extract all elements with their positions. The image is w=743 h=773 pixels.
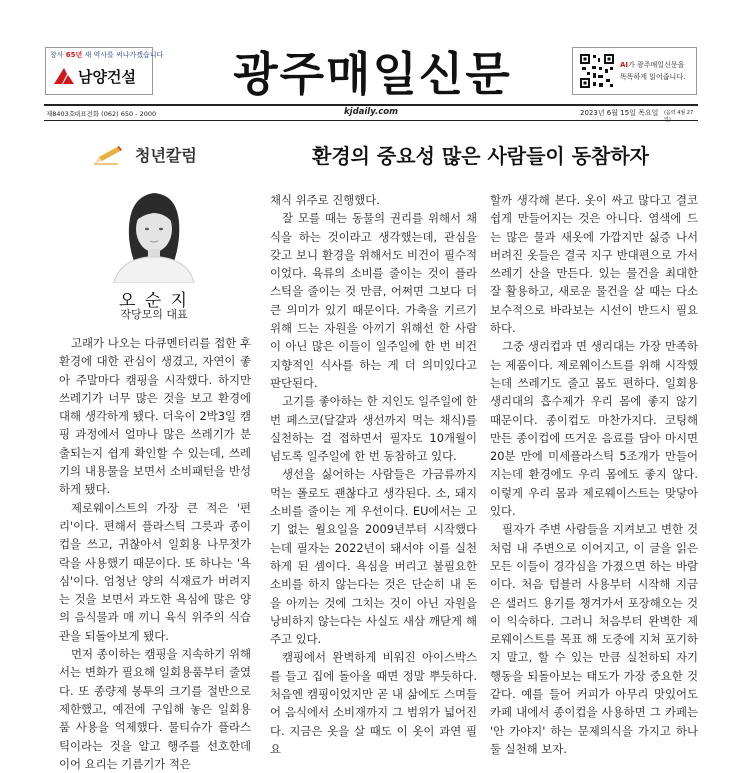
paragraph: 제로웨이스트의 가장 큰 적은 '편리'이다. 편해서 플라스틱 그릇과 종이컵을 쓰고, 귀찮아서 일회용 나무젓가락을 사용했기 때문이다. 또 하나는 '욕심'이다. 엄청난 양의 식재료가 버려지는 것을 보면서 과도한 욕심에 많은 양의 음식물과 매 끼니 육식 위주의 식습관을 되돌아보게 됐다.: [59, 500, 251, 643]
headline: 환경의 중요성 많은 사람들이 동참하자: [312, 144, 649, 168]
ad-namyang[interactable]: [45, 47, 164, 95]
header-rule-bottom: [44, 120, 698, 121]
ad-ai-line1: AI가 광주매일신문을: [620, 61, 685, 69]
paragraph: 할까 생각해 본다. 옷이 싸고 많다고 결코 쉽게 만들어지는 것은 아니다. 염색에 드는 많은 물과 새옷에 가깝지만 싫증 나서 버려진 옷들은 결국 지구 반대편으로 가서 쓰레기 산을 만든다. 있는 물건을 최대한 잘 활용하고, 새로운 물건을 살 때는 다소 보수적으로 바라보는 시선이 반드시 필요하다.: [490, 193, 698, 336]
ad-ai-line2: 똑똑하게 읽어줍니다.: [620, 73, 686, 81]
paragraph: 채식 위주로 진행했다.: [270, 193, 380, 207]
article-column-3: [490, 191, 698, 758]
info-bar: [44, 107, 698, 119]
paragraph: 캠핑에서 완벽하게 비워진 아이스박스를 들고 집에 돌아올 때면 정말 뿌듯하다. 처음엔 캠핑이었지만 곧 내 삶에도 스며들어 음식에서 소비재까지 그 범위가 넓어진다. 지금은 옷을 살 때도 이 옷이 과연 필요: [270, 650, 477, 756]
author-photo: [109, 179, 199, 283]
ad-ai-reader[interactable]: [572, 47, 697, 95]
lunar-date: (음력 4월 27: [664, 110, 694, 116]
masthead: 광주매일신문: [233, 47, 512, 101]
qr-code-icon: [579, 53, 615, 89]
ad-brand: 남양건설: [78, 68, 136, 86]
article-column-2: [270, 191, 477, 758]
paragraph: 고래가 나오는 다큐멘터리를 접한 후 환경에 대한 관심이 생겼고, 자연이 좋아 주말마다 캠핑을 시작했다. 하지만 쓰레기가 너무 많은 것을 보고 환경에 대해 생각하게 됐다. 더욱이 2박3일 캠핑 과정에서 얼마나 많은 쓰레기가 분출되는지 쉽게 확인할 수 있는데, 쓰레기의 내용물을 보면서 소비패턴을 반성하게 됐다.: [59, 336, 251, 497]
namyang-logo-icon: [54, 66, 74, 84]
phone-number: 대표전화 (062) 650 - 2000: [74, 110, 157, 118]
issue-number: 제8403호: [46, 110, 76, 118]
paragraph: 고기를 좋아하는 한 지인도 일주일에 한 번 페스코(달걀과 생선까지 먹는 채식)를 실천하는 걸 접하면서 필자도 10개월이 넘도록 일주일에 한 번 동참하고 있다.: [270, 394, 477, 464]
issue-date: 2023년 6월 15일 목요일: [580, 109, 659, 117]
header-rule-top: [44, 104, 698, 106]
paragraph: 그중 생리컵과 면 생리대는 가장 만족하는 제품이다. 제로웨이스트를 위해 시작했는데 쓰레기도 줄고 몸도 편하다. 일회용 생리대의 흡수제가 우리 몸에 좋지 않기 때문이다. 종이컵도 마찬가지다. 코팅해 만든 종이컵에 뜨거운 음료를 담아 마시면 20분 만에 미세플라스틱 5조개가 만들어지는데 환경에도 우리 몸에도 좋지 않다. 이렇게 우리 몸과 제로웨이스트는 맞닿아 있다.: [490, 339, 698, 519]
column-label: 청년칼럼: [135, 146, 197, 165]
paragraph: 필자가 주변 사람들을 지켜보고 변한 것처럼 내 주변으로 이어지고, 이 글을 읽은 모든 이들이 경각심을 가졌으면 하는 바람이다. 처음 텀블러 사용부터 시작해 지금은 샐러드 용기를 챙겨가서 포장해오는 것이 익숙하다. 그러니 처음부터 완벽한 제로웨이스트를 목표 해 도중에 지쳐 포기하지 말고, 할 수 있는 만큼 실천하되 자기 행동을 되돌아보는 태도가 가장 중요한 것 같다. 예를 들어 커피가 아무리 맛있어도 카페 내에서 종이컵을 사용하면 그 카페는 '안 가야지' 하는 문제의식을 가지고 하나 둘 실천해 보자.: [490, 522, 698, 756]
paragraph: 잘 모를 때는 동물의 권리를 위해서 채식을 하는 것이라고 생각했는데, 관심을 갖고 보니 환경을 위해서도 비건이 필수적이었다. 육류의 소비를 줄이는 것이 플라스틱을 줄이는 것 만큼, 어쩌면 그보다 더 큰 의미가 있기 때문이다. 가축을 기르기 위해 드는 자원을 아끼기 위해선 한 사람이 아닌 많은 이들이 일주일에 한 번 비건 지향적인 식사를 하는 게 더 의미있다고 판단된다.: [270, 211, 477, 390]
pencil-icon: [93, 143, 123, 165]
paragraph: 먼저 종이하는 캠핑을 지속하기 위해서는 변화가 필요해 일회용품부터 줄였다. 또 종량제 봉투의 크기를 절반으로 제한했고, 예전에 구입해 놓은 일회용품 사용을 억제했다. 물티슈가 플라스틱이라는 것을 알고 행주를 선호한데 이어 요리는 기름기가 적은: [59, 647, 251, 771]
author-role: 작당모의 대표: [120, 308, 188, 321]
author-name: 오 순 지: [118, 291, 190, 311]
paragraph: 생선을 싫어하는 사람들은 가금류까지 먹는 폴로도 괜찮다고 생각된다. 소, 돼지 소비를 줄이는 게 우선이다. EU에서는 고기 없는 월요일을 2009년부터 시작했다는데 필자는 2022년이 돼서야 이를 실천하게 된 셈이다. 욕심을 버리고 불필요한 소비를 하지 않는다는 것은 단순히 내 돈을 아끼는 것에 그치는 것이 아닌 자원을 낭비하지 않는다는 사실도 새삼 깨닫게 해 주고 있다.: [270, 467, 477, 647]
website-link[interactable]: kjdaily.com: [344, 107, 398, 117]
article-column-1: [59, 334, 251, 773]
ad-tagline: 창사 65년 새 역사를 써나가겠습니다: [50, 51, 164, 59]
